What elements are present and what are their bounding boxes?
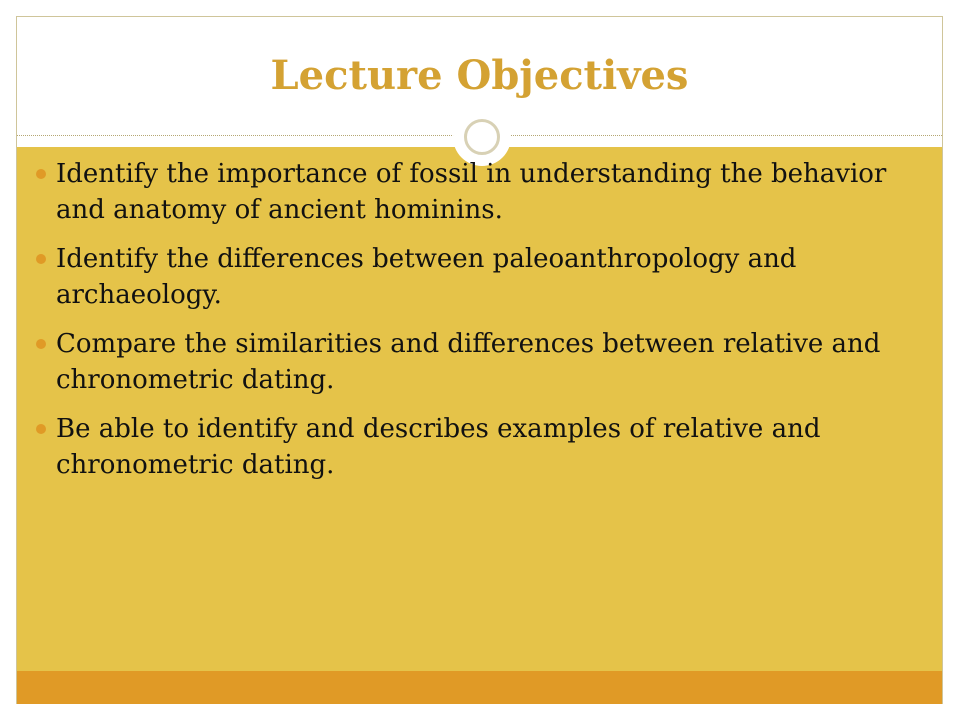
bullet-text: Be able to identify and describes examples of relative and chronometric dating.: [56, 414, 821, 480]
round-bullet-icon: [36, 424, 46, 434]
round-bullet-icon: [36, 254, 46, 264]
ornament-ring: [464, 119, 500, 155]
slide-title: Lecture Objectives: [270, 52, 689, 99]
footer-band: [17, 671, 942, 704]
objectives-list: [36, 156, 906, 496]
list-item: [36, 156, 906, 228]
list-item: [36, 411, 906, 483]
round-bullet-icon: [36, 169, 46, 179]
list-item: [36, 241, 906, 313]
bullet-text: Compare the similarities and differences between relative and chronometric dating.: [56, 329, 881, 395]
bullet-text: Identify the importance of fossil in understanding the behavior and anatomy of ancient hominins.: [56, 159, 887, 225]
round-bullet-icon: [36, 339, 46, 349]
list-item: [36, 326, 906, 398]
bullet-text: Identify the differences between paleoanthropology and archaeology.: [56, 244, 797, 310]
